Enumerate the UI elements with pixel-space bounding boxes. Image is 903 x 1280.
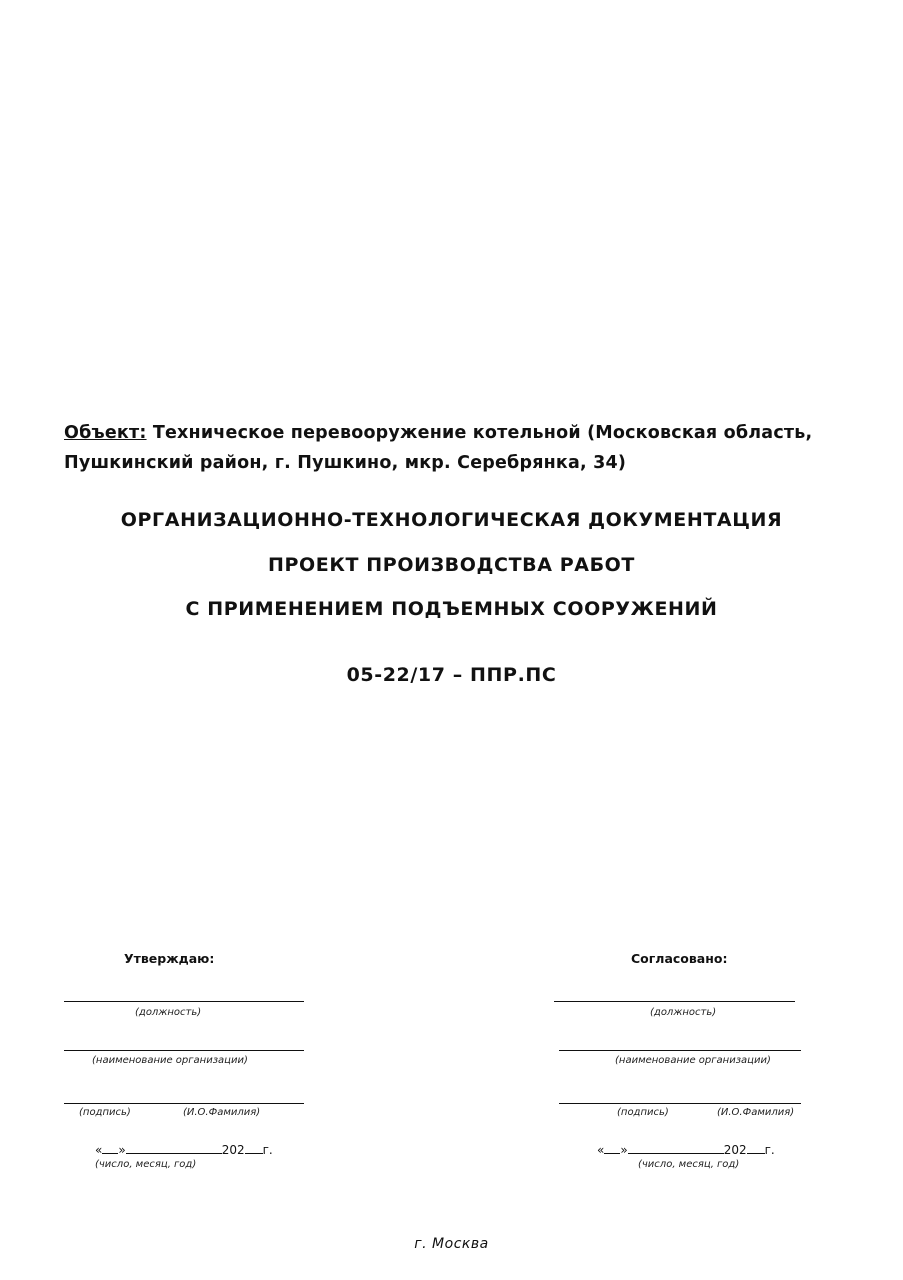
agree-position-line	[554, 1001, 795, 1002]
agree-signature-line	[559, 1103, 801, 1104]
object-label: Объект:	[64, 423, 147, 443]
agree-date-open: «	[597, 1143, 605, 1157]
agree-position-caption: (должность)	[650, 1007, 717, 1018]
approve-position-line	[64, 1001, 304, 1002]
agree-name-caption: (И.О.Фамилия)	[717, 1107, 795, 1118]
approve-heading: Утверждаю:	[124, 951, 215, 966]
agree-date-row	[597, 1142, 775, 1157]
approve-year-blank	[245, 1142, 263, 1154]
approve-date-caption: (число, месяц, год)	[95, 1159, 197, 1170]
approve-month-blank	[126, 1142, 222, 1154]
title-line-3: С ПРИМЕНЕНИЕМ ПОДЪЕМНЫХ СООРУЖЕНИЙ	[185, 598, 718, 620]
approve-year-suffix: г.	[262, 1143, 273, 1157]
agree-year: 202	[723, 1143, 747, 1157]
approve-day-blank	[102, 1142, 118, 1154]
agree-day-blank	[604, 1142, 620, 1154]
agree-heading: Согласовано:	[631, 951, 728, 966]
title-line-1: ОРГАНИЗАЦИОННО-ТЕХНОЛОГИЧЕСКАЯ ДОКУМЕНТАЦИЯ	[120, 509, 783, 531]
object-text: Техническое перевооружение котельной (Московская область, Пушкинский район, г. Пушкино, мкр. Серебрянка, 34)	[64, 423, 813, 473]
agree-date-mid: »	[620, 1143, 628, 1157]
agree-org-caption: (наименование организации)	[615, 1055, 771, 1066]
title-line-2: ПРОЕКТ ПРОИЗВОДСТВА РАБОТ	[268, 554, 635, 576]
approve-year: 202	[221, 1143, 245, 1157]
agree-year-suffix: г.	[764, 1143, 775, 1157]
approve-org-line	[64, 1050, 304, 1051]
approve-date-row	[95, 1142, 273, 1157]
object-description	[64, 418, 824, 478]
approve-org-caption: (наименование организации)	[92, 1055, 248, 1066]
approve-signature-caption: (подпись)	[79, 1107, 131, 1118]
approve-date-mid: »	[118, 1143, 126, 1157]
agree-org-line	[559, 1050, 801, 1051]
agree-signature-caption: (подпись)	[617, 1107, 669, 1118]
agree-year-blank	[747, 1142, 765, 1154]
approve-name-caption: (И.О.Фамилия)	[183, 1107, 261, 1118]
approve-signature-line	[64, 1103, 304, 1104]
agree-date-caption: (число, месяц, год)	[638, 1159, 740, 1170]
approve-date-open: «	[95, 1143, 103, 1157]
document-code: 05-22/17 – ППР.ПС	[346, 664, 557, 686]
agree-month-blank	[628, 1142, 724, 1154]
approve-position-caption: (должность)	[135, 1007, 202, 1018]
city-label: г. Москва	[414, 1236, 489, 1252]
